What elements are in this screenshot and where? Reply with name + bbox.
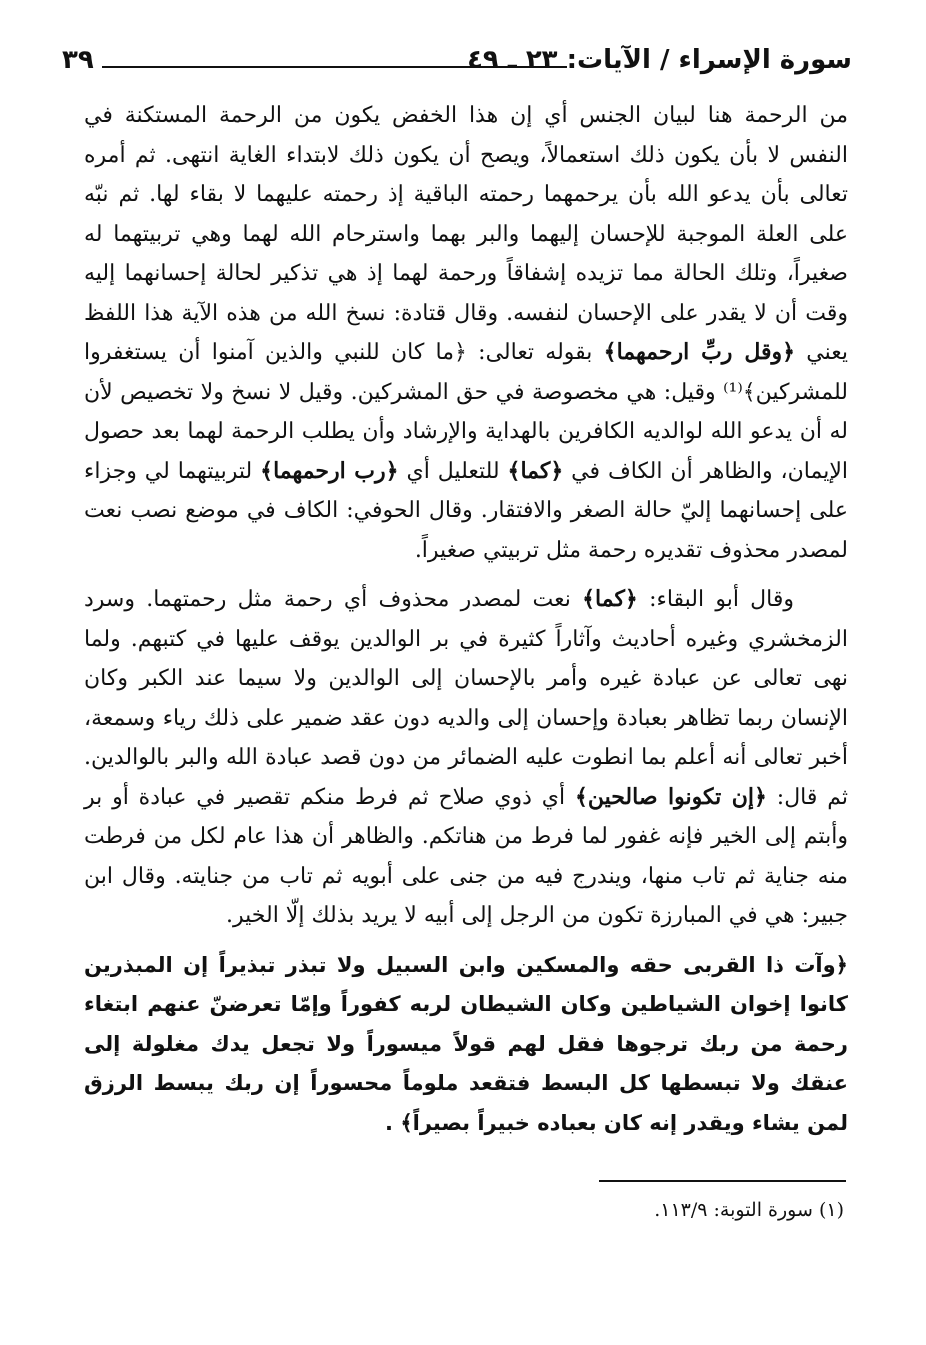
running-title: سورة الإسراء / الآيات: ٢٣ ـ ٤٩ bbox=[467, 45, 852, 75]
text-segment: للتعليل أي bbox=[398, 458, 508, 484]
text-segment: أي ذوي صلاح ثم فرط منكم تقصير في عبادة أو بر وأبتم إلى الخير فإنه غفور لما فرط من هناتكم. والظاهر أن هذا عام لكل من فرطت منه جناية ثم تاب منها، ويندرج فيه من جنى على أبويه ثم تاب من جنايته. وقال ابن جبير: هي في المبارزة تكون من الرجل إلى أبيه لا يريد بذلك إلّا الخير. bbox=[84, 784, 848, 928]
text-segment: نعت لمصدر محذوف أي رحمة مثل رحمتهما. وسرد الزمخشري وغيره أحاديث وآثاراً كثيرة في بر الوالدين يوقف عليها في كتبهم. ولما نهى تعالى عن عبادة غيره وأمر بالإحسان إلى الوالدين ولا سيما عند الكبر وكان الإنسان ربما تظاهر بعبادة وإحسان إلى والديه دون عقد ضمير على ذلك رياء وسمعة، أخبر تعالى أنه أعلم بما انطوت عليه الضمائر من دون قصد عبادة الله والبر بالوالدين. ثم قال: bbox=[84, 587, 848, 810]
quran-quote: ﴿رب ارحمهما﴾ bbox=[260, 457, 399, 484]
paragraph-2 bbox=[84, 580, 848, 936]
footnote: (١) سورة التوبة: ١١٣/٩. bbox=[654, 1199, 844, 1221]
quran-quote: ﴿ما كان للنبي والذين آمنوا أن يستغفروا للمشركين﴾ bbox=[84, 340, 848, 405]
page-header bbox=[62, 40, 852, 80]
verse-block: ﴿وآت ذا القربى حقه والمسكين وابن السبيل ولا تبذر تبذيراً إن المبذرين كانوا إخوان الشياطين وكان الشيطان لربه كفوراً وإمّا تعرضنّ عنهم ابتغاء رحمة من ربك ترجوها فقل لهم قولاً ميسوراً ولا تجعل يدك مغلولة إلى عنقك ولا تبسطها كل البسط فتقعد ملوماً محسوراً إن ربك يبسط الرزق لمن يشاء ويقدر إنه كان بعباده خبيراً بصيراً﴾ . bbox=[84, 952, 848, 1135]
text-segment: وقال أبو البقاء: bbox=[637, 587, 795, 612]
quran-quote: ﴿وقل ربِّ ارحمهما﴾ bbox=[603, 339, 796, 365]
text-segment: لتربيتهما لي وجزاء على إحسانهما إليّ حالة الصغر والافتقار. وقال الحوفي: الكاف في موضع نصب نعت لمصدر محذوف تقديره رحمة مثل تربيتي صغيراً. bbox=[84, 458, 848, 563]
text-segment: بقوله تعالى: bbox=[466, 340, 604, 365]
footnote-rule bbox=[599, 1180, 846, 1182]
text-segment: ⁽¹⁾ وقيل: هي مخصوصة في حق المشركين. وقيل لا نسخ ولا تخصيص لأن له أن يدعو الله لوالديه الكافرين بالهداية والإرشاد وأن يطلب الرحمة لهما بعد حصول الإيمان، والظاهر أن الكاف في bbox=[84, 379, 848, 484]
header-rule bbox=[102, 66, 567, 68]
quran-quote: ﴿كما﴾ bbox=[507, 457, 564, 484]
quran-quote: ﴿إن تكونوا صالحين﴾ bbox=[574, 783, 767, 810]
quran-quote: ﴿كما﴾ bbox=[582, 586, 638, 612]
text-segment: من الرحمة هنا لبيان الجنس أي إن هذا الخفض يكون من الرحمة المستكنة في النفس لا بأن يكون ذلك استعمالاً، ويصح أن يكون ذلك لابتداء الغاية انتهى. ثم أمره تعالى بأن يدعو الله بأن يرحمهما رحمته الباقية إذ رحمته عليهما لا بقاء لها. ثم نبّه على العلة الموجبة للإحسان إليهما والبر بهما واسترحام الله لهما وهي تربيتهما له صغيراً، وتلك الحالة مما تزيده إشفاقاً ورحمة لهما إذ هي تذكير لحالة إحسانهما إليه وقت أن لا يقدر على الإحسان لنفسه. وقال قتادة: نسخ الله من هذه الآية هذا اللفظ يعني bbox=[84, 103, 848, 365]
paragraph-1 bbox=[84, 96, 848, 570]
page-number: ٣٩ bbox=[62, 45, 94, 75]
body-text bbox=[84, 96, 848, 1153]
